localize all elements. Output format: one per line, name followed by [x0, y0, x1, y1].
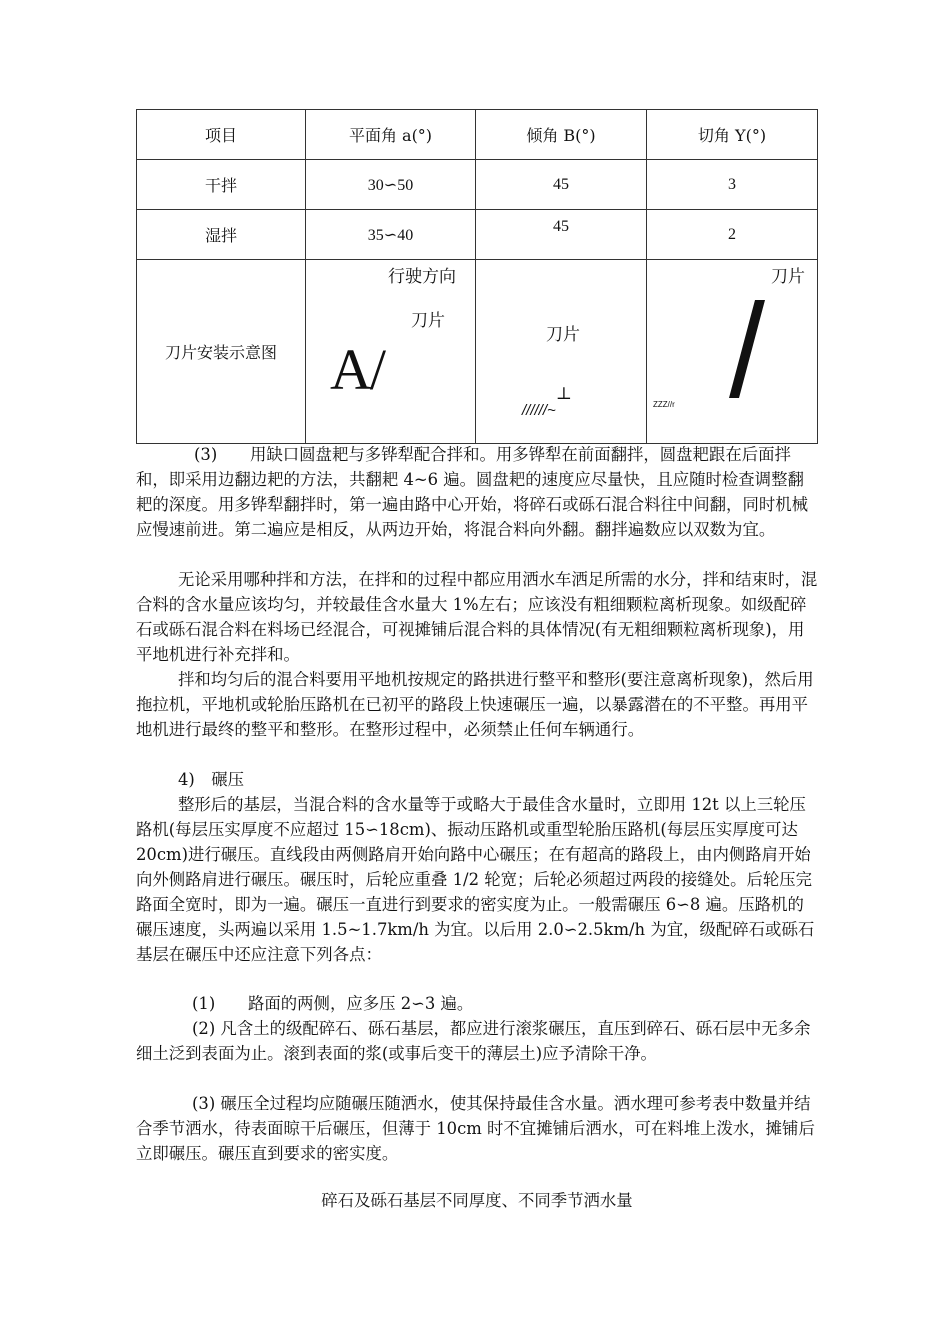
header-item: 项目: [137, 110, 306, 160]
travel-direction-label: 行驶方向: [388, 267, 456, 287]
table-caption: 碎石及砾石基层不同厚度、不同季节洒水量: [321, 1191, 633, 1210]
list-item: (1) 路面的两侧，应多压 2∽3 遍。: [192, 994, 474, 1013]
diagram-label: 刀片安装示意图: [137, 260, 306, 444]
cell-incline-value: 45: [553, 217, 569, 235]
cell-cut: 2: [647, 210, 818, 260]
diagram-row: [137, 260, 818, 444]
ground-hatch: ZZZ//r: [653, 400, 675, 409]
diagram-plane: [306, 260, 476, 444]
blade-label: 刀片: [546, 325, 580, 345]
plane-angle-glyph: A/: [330, 337, 384, 402]
section-heading-compaction: 4) 碾压: [178, 770, 244, 789]
header-incline-angle: 倾角 B(°): [476, 110, 647, 160]
table-row: [137, 210, 818, 260]
table-row: [137, 160, 818, 210]
header-plane-angle: 平面角 a(°): [306, 110, 476, 160]
blade-angle-table: [136, 109, 818, 444]
diagram-cut: [647, 260, 818, 444]
paragraph-water-content: 无论采用哪种拌和方法，在拌和的过程中都应用洒水车洒足所需的水分，拌和结束时，混合料的含水量应该均匀，并较最佳含水量大 1%左右；应该没有粗细颗粒离析现象。如级配碎石或砾石混合料在料场已经混合，可视摊铺后混合料的具体情况(有无粗细颗粒离析现象)，用平地机进行补充拌和。: [136, 570, 818, 664]
paragraph-compaction: 整形后的基层，当混合料的含水量等于或略大于最佳含水量时，立即用 12t 以上三轮压路机(每层压实厚度不应超过 15∽18cm)、振动压路机或重型轮胎压路机(每层压实厚度可达 20cm)进行碾压。直线段由两侧路肩开始向路中心碾压；在有超高的路段上，由内侧路肩开始向外侧路肩进行碾压。碾压时，后轮应重叠 1/2 轮宽；后轮必须超过两段的接缝处。后轮压完路面全宽时，即为一遍。碾压一直进行到要求的密实度为止。一般需碾压 6∽8 遍。压路机的碾压速度，头两遍以采用 1.5~1.7km/h 为宜。以后用 2.0∽2.5km/h 为宜，级配碎石或砾石基层在碾压中还应注意下列各点：: [136, 795, 815, 964]
cell-plane: 35∽40: [306, 210, 476, 260]
blade-label: 刀片: [771, 267, 805, 287]
ground-hatch: //////~: [522, 402, 556, 419]
header-cut-angle: 切角 Y(°): [647, 110, 818, 160]
paragraph-mixing-method: (3) 用缺口圆盘耙与多铧犁配合拌和。用多铧犁在前面翻拌，圆盘耙跟在后面拌和，即采用边翻边耙的方法，共翻耙 4~6 遍。圆盘耙的速度应尽量快，且应随时检查调整翻耙的深度。用多铧犁翻拌时，第一遍由路中心开始，将碎石或砾石混合料往中间翻，同时机械应慢速前进。第二遍应是相反，从两边开始，将混合料向外翻。翻拌遍数应以双数为宜。: [136, 445, 809, 539]
cell-incline: 45: [476, 160, 647, 210]
blade-slash-icon: [727, 300, 767, 404]
list-item: (3) 碾压全过程均应随碾压随洒水，使其保持最佳含水量。洒水理可参考表中数量并结合季节洒水，待表面晾干后碾压，但薄于 10cm 时不宜摊铺后洒水，可在料堆上泼水，摊铺后立即碾压。碾压直到要求的密实度。: [136, 1094, 815, 1163]
cell-item: 湿拌: [137, 210, 306, 260]
cell-item: 干拌: [137, 160, 306, 210]
cell-plane: 30∽50: [306, 160, 476, 210]
diagram-incline: [476, 260, 647, 444]
perpendicular-symbol: ⊥: [556, 384, 572, 404]
blade-label: 刀片: [411, 311, 445, 331]
cell-cut: 3: [647, 160, 818, 210]
cell-incline: [476, 210, 647, 260]
paragraph-leveling: 拌和均匀后的混合料要用平地机按规定的路拱进行整平和整形(要注意离析现象)，然后用拖拉机，平地机或轮胎压路机在已初平的路段上快速碾压一遍，以暴露潜在的不平整。再用平地机进行最终的整平和整形。在整形过程中，必须禁止任何车辆通行。: [136, 670, 814, 739]
table-header-row: [137, 110, 818, 160]
list-item: (2) 凡含土的级配碎石、砾石基层，都应进行滚浆碾压，直压到碎石、砾石层中无多余细土泛到表面为止。滚到表面的浆(或事后变干的薄层土)应予清除干净。: [136, 1019, 811, 1063]
